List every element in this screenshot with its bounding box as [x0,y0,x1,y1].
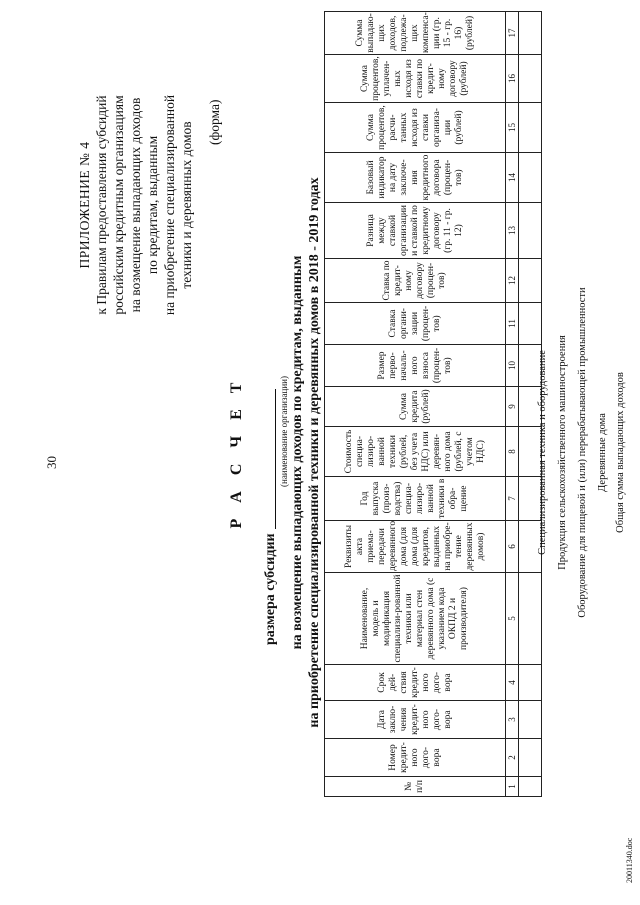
appendix-line: техники и деревянных домов [179,121,194,289]
column-number-row [506,12,519,797]
page-number: 30 [44,456,59,469]
column-number: 6 [506,521,519,573]
column-header: Сумма процентов, расчи-танных исходя из ставки организа-ции (рублей) [325,103,506,153]
subsidy-label: размера субсидии [263,533,278,645]
appendix-line: на приобретение специализированной [162,94,177,316]
column-number: 11 [506,303,519,345]
appendix-line: на возмещение выпадающих доходов [128,97,143,313]
column-header: Срок дей-ствия кредит-ного дого-вора [325,665,506,701]
column-number: 5 [506,573,519,665]
column-number: 8 [506,427,519,477]
column-header: Сумма выпадаю-щих доходов, подлежа-щих компенса-ции (гр. 15 - гр. 16) (рублей) [325,12,506,55]
organization-blank-line [275,389,276,529]
section-heading: Специализированная техника и оборудование [537,350,548,555]
column-header: Номер кредит-ного дого-вора [325,739,506,777]
footer-document-name: 20011340.doc [625,837,634,883]
column-header: Ставка по кредит-ному договору (процен-тов) [325,259,506,303]
section-heading: Деревянные дома [597,413,608,492]
subsidy-line [263,389,279,645]
column-number: 17 [506,12,519,55]
column-header: № п/п [325,777,506,797]
appendix-line: по кредитам, выданным [145,135,160,275]
column-header: Год выпуска (произ-водства) специа-лизиро-ванной техники в обра-щение [325,477,506,521]
appendix-line: к Правилам предоставления субсидий [94,95,109,315]
column-header: Реквизиты акта приема-передачи деревянного дома (для дома (для кредитов, выданных на приобре-тение деревянных домов) [325,521,506,573]
column-number: 3 [506,701,519,739]
column-number: 1 [506,777,519,797]
calculation-heading-line-2: на приобретение специализированной техники и деревянных домов в 2018 - 2019 годах [307,177,322,728]
column-header: Разница между ставкой организации и ставкой по кредитному договору (гр. 11 - гр. 12) [325,203,506,259]
column-header: Наименование, модель и модификация специализи-рованной техники или материал стен деревянного дома (с указанием кода ОКПД 2 и производителя) [325,573,506,665]
appendix-title: ПРИЛОЖЕНИЕ № 4 [77,141,92,269]
column-number: 7 [506,477,519,521]
column-header: Размер перво-началь-ного взноса (процен-тов) [325,345,506,387]
column-number: 10 [506,345,519,387]
section-heading: Оборудование для пищевой и (или) перерабатывающей промышленности [577,287,588,618]
organization-caption: (наименование организации) [279,376,289,487]
column-header: Базовый индикатор на дату заключе-ния кредитного договора (процен-тов) [325,153,506,203]
appendix-block [76,25,195,385]
appendix-line: российским кредитным организациям [111,95,126,315]
subsidy-calculation-table [324,11,542,797]
column-header: Стоимость специа-лизиро-ванной техники (рублей, без учета НДС) или деревян-ного дома (рублей, с учетом НДС) [325,427,506,477]
column-number: 4 [506,665,519,701]
column-number: 12 [506,259,519,303]
column-number: 15 [506,103,519,153]
column-header: Сумма процентов, уплачен-ных исходя из ставки по кредит-ному договору (рублей) [325,55,506,103]
table-header-row [325,12,506,797]
form-mark: (форма) [207,99,222,145]
column-number: 13 [506,203,519,259]
column-header: Сумма кредита (рублей) [325,387,506,427]
section-heading: Продукция сельскохозяйственного машиностроения [557,335,568,570]
column-number: 16 [506,55,519,103]
calculation-heading-line-1: на возмещение выпадающих доходов по кредитам, выданным [290,255,305,650]
column-number: 14 [506,153,519,203]
column-header: Дата заклю-чения кредит-ного дого-вора [325,701,506,739]
calculation-title: Р А С Ч Е Т [228,376,245,529]
column-number: 2 [506,739,519,777]
column-number: 9 [506,387,519,427]
section-heading-total: Общая сумма выпадающих доходов [615,372,626,533]
column-header: Ставка органи-зации (процен-тов) [325,303,506,345]
